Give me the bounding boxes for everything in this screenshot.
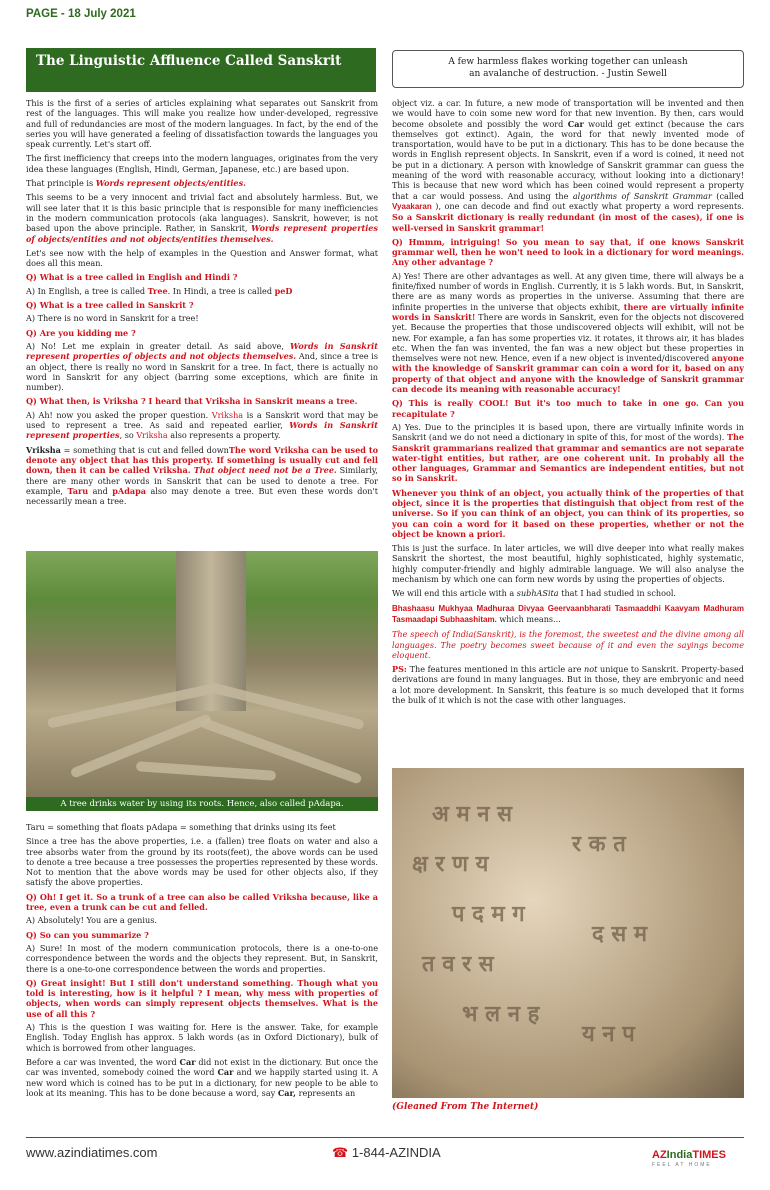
term: Car, — [277, 1087, 296, 1098]
question: Q) Hmmm, intriguing! So you mean to say that, if one knows Sanskrit grammar well, then he won't need to look in a dictionary for word meanings. Any other advantage ? — [392, 236, 744, 268]
text: A) Yes. Due to the principles it is based upon, there are virtually infinite words in Sanskrit (and we do not need a dictionary in spite of this, for most of the words). — [392, 421, 744, 443]
question: Q) Great insight! But I still don't understand something. Though what you told is interesting, how is it helpful ? I mean, why mess with properties of objects, when words can simply represent objects themselves. What is the use of all this ? — [26, 977, 378, 1019]
question: Q) What then, is Vriksha ? I heard that Vriksha in Sanskrit means a tree. — [26, 396, 358, 407]
photo-caption: A tree drinks water by using its roots. Hence, also called pAdapa. — [26, 797, 378, 811]
answer — [26, 286, 378, 296]
highlight: Vriksha — [136, 430, 168, 441]
text: would get extinct (because the cars themselves got extinct). Again, the word for that newly invented mode of transportation, would have to be put in a dictionary. This has to be done because the words in English represent objects. In Sanskrit, even if a word is coined, it need not be put in a dictionary. A person with knowledge of Sanskrit grammar can guess the meaning of the word with reasonable accuracy, without looking into a dictionary! This is because that new word which has been coined would represent a property that a car would possess. And using the — [392, 118, 744, 201]
question: Q) What is a tree called in English and Hindi ? — [26, 272, 238, 283]
paragraph — [26, 1057, 378, 1098]
text: = something that is cut and felled down — [60, 444, 229, 455]
page-label: PAGE - 18 July 2021 — [26, 8, 136, 20]
emphasis: The word Vriksha can be used to denote any object that has this property. If something is usually cut and fell down, then it can be called Vriksha. — [26, 444, 378, 476]
italic-text: subhASita — [516, 588, 559, 599]
phone-icon: ☎ — [332, 1145, 349, 1160]
article-title: The Linguistic Affluence Called Sanskrit — [26, 48, 376, 92]
website-url[interactable]: www.azindiatimes.com — [26, 1145, 158, 1160]
answer: A) This is the question I was waiting for. Here is the answer. Take, for example English. Today English has approx. 5 lakh words (as in Oxford Dictionary), bulk of which is borrowed from other languages. — [26, 1022, 378, 1053]
emphasis: Tree — [147, 285, 168, 296]
logo-tagline: FEEL AT HOME — [652, 1162, 712, 1168]
text: and — [88, 485, 113, 496]
inscription-glyph: र क त — [572, 832, 626, 857]
italic-text: algorithms of Sanskrit Grammar — [572, 190, 712, 201]
sanskrit-inscription-photo — [392, 768, 744, 1098]
right-column — [392, 98, 744, 709]
text: did not exist in the dictionary. But once the car was invented, somebody coined the word — [26, 1056, 378, 1078]
paragraph — [26, 192, 378, 243]
emphasis: Words in Sanskrit represent properties of objects and not objects themselves. — [26, 340, 378, 362]
paragraph — [392, 664, 744, 705]
text: represents an — [296, 1087, 356, 1098]
emphasis: pAdapa — [112, 485, 146, 496]
logo-india: India — [666, 1149, 693, 1161]
answer — [26, 341, 378, 392]
paragraph — [392, 603, 744, 626]
text: Similarly, there are many other words in Sanskrit that can be used to denote a tree. For example, — [26, 465, 378, 496]
paragraph — [26, 178, 378, 188]
paragraph: Whenever you think of an object, you actually think of the properties of that object, since it is the properties that distinguish that object from rest of the universe. So if you can think of an object, you can think of its properties, so you can coin a word for it based on these properties, whether or not the object be known a priori. — [392, 487, 744, 539]
text: ), one can decode and find out exactly what property a word represents. — [431, 200, 744, 211]
term: Vriksha — [26, 444, 61, 455]
phone-text: 1-844-AZINDIA — [351, 1145, 441, 1160]
paragraph — [392, 98, 744, 233]
left-column — [26, 98, 378, 510]
tree-root — [136, 761, 276, 781]
text: object viz. a car. In future, a new mode of transportation will be invented and then we would have to coin some new word for that new invention. By then, cars would become obsolete and possibly the word — [392, 98, 744, 129]
text: There are words in Sanskrit, even for the objects not discovered yet. Because the properties that those undiscovered objects will exhibit, will not be new. For example, a fan has some properties viz. it rotates, it throws air, it has blades etc. When the fan was invented, the fan was a new object but these properties in themselves were not new. Hence, even if a new object is invented/discovered — [392, 311, 745, 364]
az-india-times-logo — [652, 1143, 744, 1168]
paragraph: This is just the surface. In later articles, we will dive deeper into what really makes Sanskrit the shortest, the most beautiful, highly sophisticated, highly systematic, highly computer-friendly and highly admirable language. We will also analyse the mechanism by which one can form new words by using the properties of objects. — [392, 543, 744, 585]
text: and we happily started using it. A new word which is coined has to be put in a dictionary, for new people to be able to look at its meaning. This has to be done because a word, say — [26, 1067, 379, 1098]
inscription-glyph: द स म — [592, 922, 648, 947]
text: Before a car was invented, the word — [26, 1056, 180, 1067]
text: also represents a property. — [167, 430, 281, 441]
text: And, since a tree is an object, there is really no word in Sanskrit for a tree. In fact, there is actually no word in Sanskrit for any object (barring some exceptions, which are finite in number). — [26, 351, 378, 393]
emphasis: Words represent properties of objects/entities and not objects/entities themselves. — [26, 223, 378, 244]
answer: A) Absolutely! You are a genius. — [26, 915, 157, 926]
answer: A) Sure! In most of the modern communication protocols, there is a one-to-one correspondence between the words and the objects they represent. But, in Sanskrit, there is a one-to-one correspondence between the words and properties. — [26, 942, 378, 974]
text: A) Ah! now you asked the proper question. — [26, 409, 212, 420]
emphasis: there are virtually infinite words in Sanskrit! — [392, 301, 744, 322]
answer — [392, 422, 744, 484]
text: is a Sanskrit word that may be used to represent a tree. As said and repeated earlier, — [26, 409, 378, 431]
answer: A) There is no word in Sanskrit for a tree! — [26, 313, 199, 324]
question: Q) This is really COOL! But it's too much to take in one go. Can you recapitulate ? — [392, 398, 744, 419]
emphasis: That object need not be a Tree. — [193, 465, 337, 476]
emphasis: peD — [274, 285, 293, 296]
text: A) No! Let me explain in greater detail. As said above, — [26, 340, 290, 351]
translation: The speech of India(Sanskrit), is the foremost, the sweetest and the divine among all languages. The poetry becomes sweet because of it and even the sayings become eloquent. — [392, 629, 744, 660]
emphasis: Words in Sanskrit represent properties — [26, 420, 378, 441]
italic-text: not — [584, 664, 598, 675]
paragraph: This is the first of a series of articles explaining what separates out Sanskrit from rest of the languages. This will make you realize how under-developed, regressive and full of redundancies are most of the modern languages. In fact, by the end of the series you will have generated a feeling of dissatisfaction towards the languages you speak currently. Let's start off. — [26, 98, 378, 150]
term: Car — [567, 118, 584, 129]
verse: Bhashaasu Mukhyaa Madhuraa Divyaa Geervaanbharati Tasmaaddhi Kaavyam Madhuram Tasmaadapi Subhaashitam. — [392, 603, 744, 624]
text: That principle is — [26, 178, 96, 189]
emphasis: The Sanskrit grammarians realized that grammar and semantics are not separate water-tight entities, but rather, are one coherent unit. In probably all the other languages, Grammar and Semantics are independent entities, but not so in Sanskrit. — [392, 432, 744, 484]
text: . In Hindi, a tree is called — [167, 285, 275, 296]
question: Q) So can you summarize ? — [26, 929, 149, 940]
text: that I had studied in school. — [558, 588, 676, 599]
text: which means... — [496, 613, 561, 624]
tree-roots-photo — [26, 551, 378, 797]
inscription-glyph: भ ल न ह — [462, 1002, 540, 1027]
emphasis: anyone with the knowledge of Sanskrit grammar can coin a word for it, based on any property of that object and anyone with the knowledge of Sanskrit grammar can decode its meaning with reasonable accuracy! — [392, 353, 744, 395]
highlight: Vriksha — [211, 409, 244, 420]
text: A) Yes! There are other advantages as well. At any given time, there will always be a finite/fixed number of words in English. Currently, it is 5 lakh words. But, in Sanskrit, there are as many words as properties in the universe. Assuming that there are infinite properties in the universe that objects exhibit, — [392, 270, 744, 312]
emphasis: So a Sanskrit dictionary is really redundant (in most of the cases), if one is well-versed in Sanskrit grammar! — [392, 212, 744, 233]
answer — [392, 271, 744, 395]
question: Q) Are you kidding me ? — [26, 327, 136, 338]
inscription-glyph: प द म ग — [452, 902, 525, 927]
paragraph: Since a tree has the above properties, i.e. a (fallen) tree floats on water and also a tree absorbs water from the ground by its roots(feet), the above words can be used to denote a tree because a tree possesses the properties represented by these words. Not to mention that the above words may be used for other objects also, if they satisfy the above properties. — [26, 836, 378, 888]
quote-line-1: A few harmless flakes working together can unleash — [448, 57, 688, 67]
source-credit: (Gleaned From The Internet) — [392, 1102, 539, 1112]
answer — [26, 410, 378, 441]
term: Vyaakaran — [392, 201, 432, 211]
text: The features mentioned in this article are — [406, 664, 585, 675]
text: We will end this article with a — [392, 588, 517, 599]
ps-label: PS: — [392, 664, 407, 675]
inscription-glyph: त व र स — [422, 952, 494, 977]
term: Car — [179, 1056, 196, 1067]
question: Q) What is a tree called in Sanskrit ? — [26, 300, 194, 311]
logo-az: AZ — [652, 1149, 667, 1161]
text: also may denote a tree. But even these words don't necessarily mean a tree. — [26, 485, 378, 507]
question: Q) Oh! I get it. So a trunk of a tree can also be called Vriksha because, like a tree, even a trunk can be cut and felled. — [26, 891, 378, 913]
inscription-glyph: अ म न स — [432, 802, 513, 827]
inscription-glyph: य न प — [582, 1022, 635, 1047]
text: unique to Sanskrit. Property-based derivations are found in many languages. But in those, they are embryonic and need a lot more development. In Sanskrit, this feature is so much developed that it forms the bulk of it which is not the case with other languages. — [392, 664, 744, 706]
inscription-glyph: क्ष र ण य — [412, 852, 489, 877]
text: A) In English, a tree is called — [26, 285, 148, 296]
paragraph — [26, 445, 378, 507]
text: , so — [119, 430, 137, 441]
quote-box — [392, 50, 744, 88]
paragraph — [392, 588, 744, 598]
paragraph: Taru = something that floats pAdapa = something that drinks using its feet — [26, 822, 336, 832]
text: This seems to be a very innocent and trivial fact and absolutely harmless. But, we will see later that it is this basic principle that is responsible for many inefficiencies in the modern communication protocols (aka languages). Sanskrit, however, is not based upon the above principle. Rather, in Sanskrit, — [26, 192, 378, 234]
footer-divider — [26, 1137, 744, 1138]
text: (called — [711, 190, 744, 201]
left-column-lower — [26, 822, 378, 1102]
paragraph: The first inefficiency that creeps into the modern languages, originates from the very idea these languages (English, Hindi, German, Japanese, etc.) are based upon. — [26, 153, 378, 174]
phone-number — [332, 1145, 441, 1161]
logo-times: TIMES — [692, 1149, 726, 1161]
term: Car — [217, 1067, 234, 1078]
quote-line-2: an avalanche of destruction. - Justin Sewell — [469, 69, 667, 79]
paragraph: Let's see now with the help of examples in the Question and Answer format, what does all this mean. — [26, 247, 378, 269]
emphasis: Words represent objects/entities. — [95, 178, 246, 189]
emphasis: Taru — [67, 485, 89, 496]
